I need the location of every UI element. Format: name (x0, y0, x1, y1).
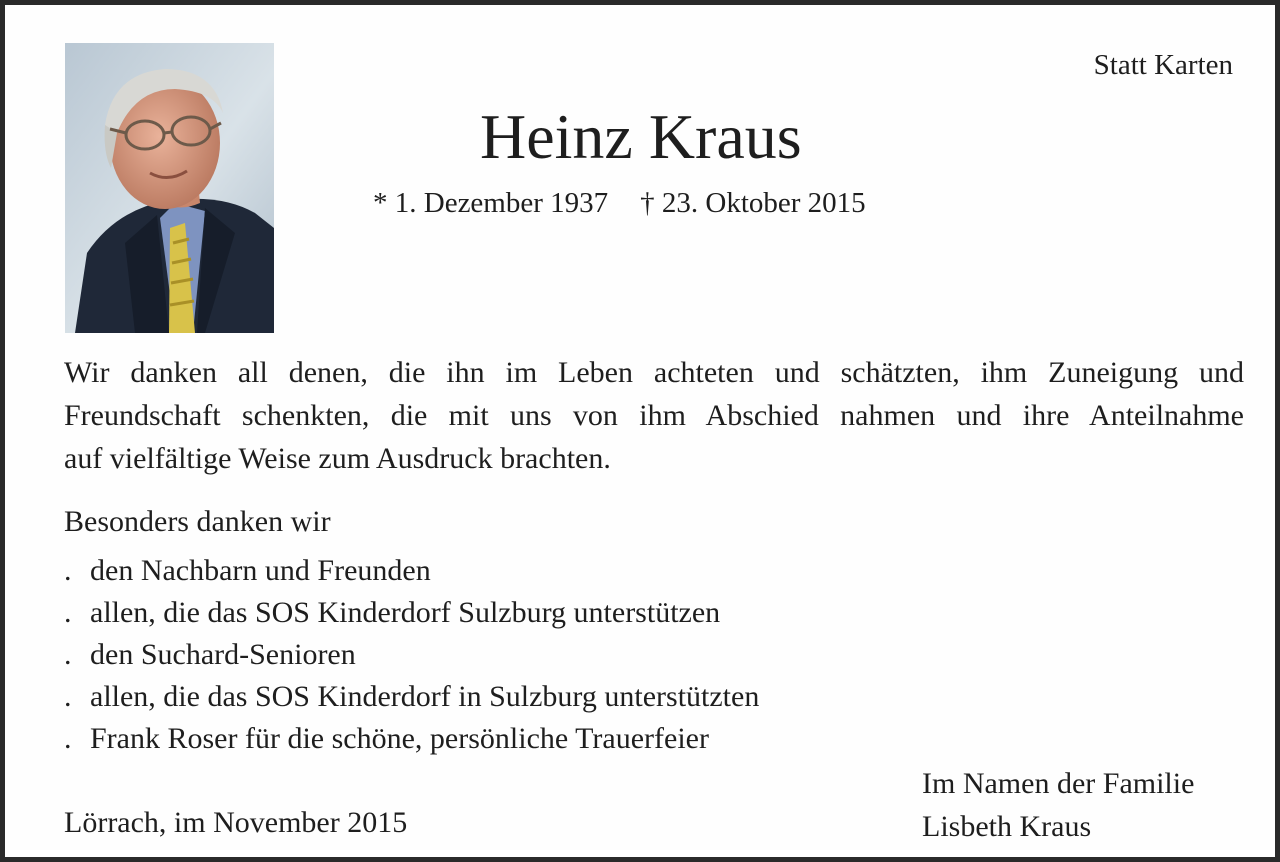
list-item-text: den Suchard-Senioren (90, 638, 356, 671)
thanks-line: Wir danken all denen, die ihn im Leben achteten und schätzten, ihm Zuneigung und (64, 356, 1244, 389)
deceased-name: Heinz Kraus (480, 101, 802, 172)
on-behalf-text: Im Namen der Familie (922, 767, 1195, 800)
list-item (64, 634, 759, 676)
list-item (64, 550, 759, 592)
bullet-icon: . (64, 722, 72, 755)
special-thanks-list (64, 550, 759, 760)
list-item-text: Frank Roser für die schöne, persönliche Trauerfeier (90, 722, 709, 755)
statt-karten-note: Statt Karten (1093, 49, 1233, 81)
thanks-line: auf vielfältige Weise zum Ausdruck brachten. (64, 442, 611, 475)
thanks-paragraph (64, 351, 1244, 480)
death-date: † 23. Oktober 2015 (640, 187, 866, 219)
list-item (64, 718, 759, 760)
birth-date: * 1. Dezember 1937 (373, 187, 609, 219)
list-item-text: den Nachbarn und Freunden (90, 554, 431, 587)
bullet-icon: . (64, 554, 72, 587)
list-item-text: allen, die das SOS Kinderdorf in Sulzburg unterstützten (90, 680, 760, 713)
family-signoff (922, 762, 1194, 848)
list-item (64, 676, 759, 718)
list-item-text: allen, die das SOS Kinderdorf Sulzburg unterstützen (90, 596, 721, 629)
signer-name: Lisbeth Kraus (922, 810, 1092, 843)
bullet-icon: . (64, 680, 72, 713)
bullet-icon: . (64, 638, 72, 671)
list-item (64, 592, 759, 634)
place-and-date: Lörrach, im November 2015 (64, 806, 408, 839)
thanks-line: Freundschaft schenkten, die mit uns von ihm Abschied nahmen und ihre Anteilnahme (64, 399, 1244, 432)
special-thanks-intro: Besonders danken wir (64, 505, 331, 538)
bullet-icon: . (64, 596, 72, 629)
life-dates (373, 187, 866, 220)
portrait-photo (65, 43, 274, 333)
